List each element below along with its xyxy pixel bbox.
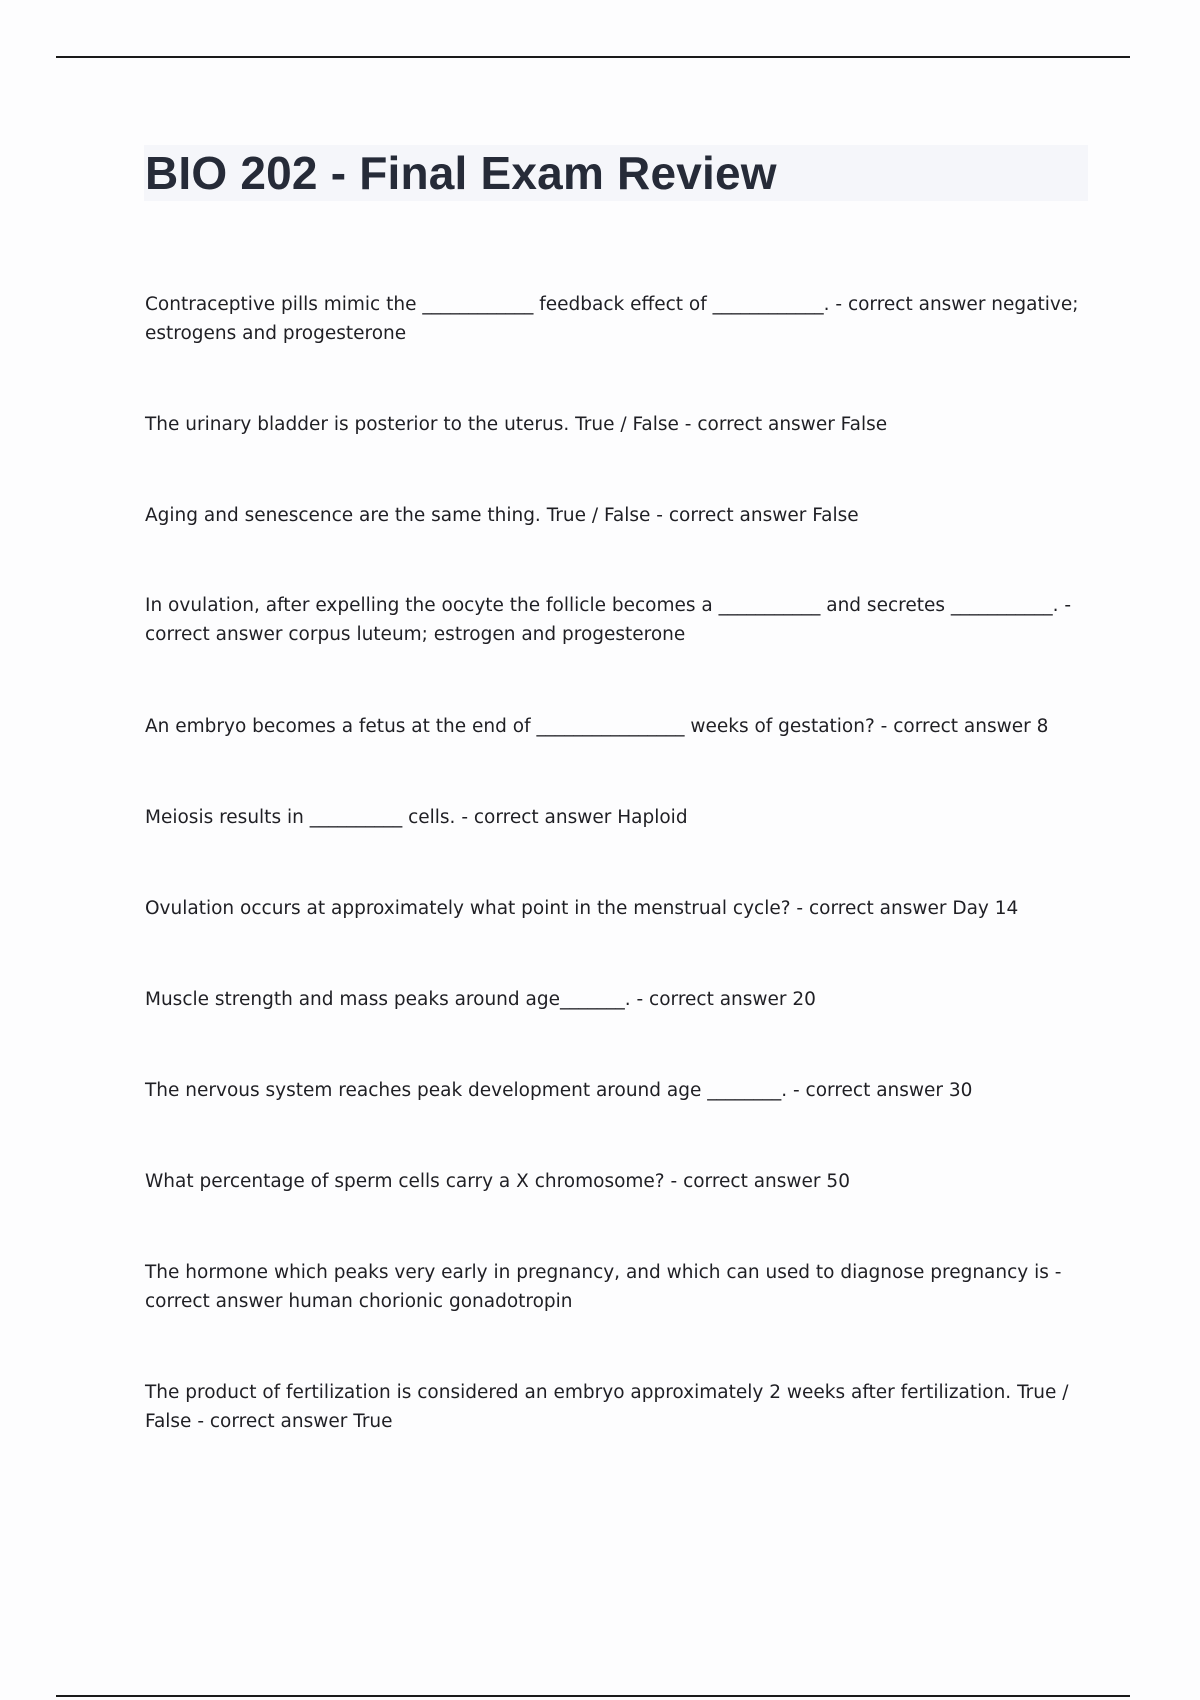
top-rule bbox=[56, 56, 1130, 58]
qa-item-5: An embryo becomes a fetus at the end of ________________ weeks of gestation? - correct answer 8 bbox=[145, 716, 1049, 737]
qa-item-3: Aging and senescence are the same thing. True / False - correct answer False bbox=[145, 505, 859, 526]
qa-item-9: The nervous system reaches peak development around age ________. - correct answer 30 bbox=[145, 1080, 973, 1101]
qa-item-1: Contraceptive pills mimic the ____________ feedback effect of ____________. - correct answer negative; estrogens and progesterone bbox=[145, 294, 1079, 344]
document-title: BIO 202 - Final Exam Review bbox=[145, 147, 777, 199]
qa-item-8: Muscle strength and mass peaks around age_______. - correct answer 20 bbox=[145, 989, 816, 1010]
qa-item-11: The hormone which peaks very early in pregnancy, and which can used to diagnose pregnancy is - correct answer human chorionic gonadotropin bbox=[145, 1262, 1062, 1312]
qa-item-10: What percentage of sperm cells carry a X chromosome? - correct answer 50 bbox=[145, 1171, 850, 1192]
qa-item-6: Meiosis results in __________ cells. - correct answer Haploid bbox=[145, 807, 688, 828]
qa-item-12: The product of fertilization is considered an embryo approximately 2 weeks after fertilization. True / False - correct answer True bbox=[145, 1382, 1069, 1432]
qa-item-7: Ovulation occurs at approximately what point in the menstrual cycle? - correct answer Day 14 bbox=[145, 898, 1019, 919]
qa-item-4: In ovulation, after expelling the oocyte the follicle becomes a ___________ and secretes ___________. - correct answer corpus luteum; estrogen and progesterone bbox=[145, 595, 1072, 645]
qa-item-2: The urinary bladder is posterior to the uterus. True / False - correct answer False bbox=[145, 414, 888, 435]
bottom-rule bbox=[56, 1695, 1130, 1697]
